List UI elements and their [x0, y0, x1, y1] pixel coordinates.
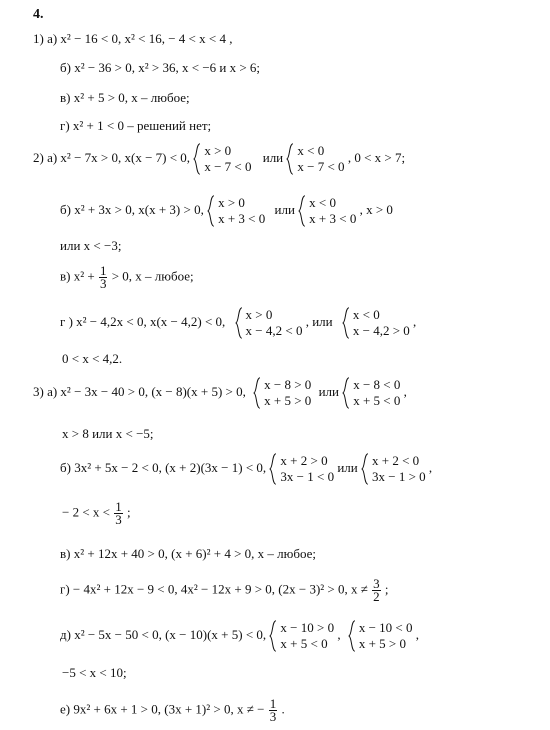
text: или	[337, 459, 358, 475]
line-2b	[60, 195, 393, 227]
text: − 2 < x <	[62, 504, 110, 520]
text: ,	[413, 313, 417, 329]
brace-icon	[193, 143, 201, 175]
text: г) − 4x² + 12x − 9 < 0, 4x² − 12x + 9 > 0, (2x − 3)² > 0, x ≠	[60, 581, 368, 597]
system-8	[342, 377, 400, 409]
text: , 0 < x > 7;	[347, 149, 406, 165]
text: ,	[428, 459, 433, 475]
system-row: 3x − 1 < 0	[280, 469, 335, 484]
text: ,	[403, 383, 407, 399]
system-row: x + 5 > 0	[264, 393, 312, 408]
line-3a-cont: x > 8 или x < −5;	[62, 426, 154, 441]
brace-icon	[286, 143, 294, 175]
text: или	[318, 383, 339, 399]
system-row: x − 7 < 0	[297, 159, 345, 174]
text: д) x² − 5x − 50 < 0, (x − 10)(x + 5) < 0,	[60, 626, 267, 642]
system-5	[235, 307, 303, 339]
line-3e	[60, 620, 419, 652]
text: е) 9x² + 6x + 1 > 0, (3x + 1)² > 0, x ≠ −	[60, 701, 265, 717]
system-10	[361, 453, 426, 485]
brace-icon	[253, 377, 261, 409]
text: или	[262, 149, 284, 165]
line-1c: в) x² + 5 > 0, x – любое;	[60, 90, 190, 105]
line-2a	[33, 143, 405, 175]
system-3	[207, 195, 265, 227]
text: г ) x² − 4,2x < 0, x(x − 4,2) < 0,	[60, 313, 226, 329]
system-11	[269, 620, 334, 652]
line-2c	[60, 265, 194, 290]
system-row: x + 3 < 0	[218, 211, 266, 226]
line-3d	[60, 578, 389, 603]
system-row: x − 10 < 0	[358, 620, 413, 635]
text: ;	[127, 504, 131, 520]
fraction: $\frac{1}{3}$	[269, 696, 277, 724]
system-row: x < 0	[352, 307, 380, 322]
text: , или	[305, 313, 333, 329]
line-3b-cont	[62, 501, 131, 526]
line-2b-cont: или x < −3;	[60, 238, 122, 253]
system-row: x − 8 < 0	[353, 377, 401, 392]
system-row: x < 0	[297, 143, 325, 158]
system-2	[286, 143, 344, 175]
system-4	[298, 195, 356, 227]
text: в) x² +	[60, 268, 95, 284]
problem-number: 4.	[33, 7, 44, 22]
line-3f	[60, 698, 285, 723]
text: > 0, x – любое;	[111, 268, 194, 284]
system-row: x > 0	[218, 195, 245, 210]
fraction: $\frac{1}{3}$	[115, 499, 122, 527]
brace-icon	[348, 620, 356, 652]
line-3a	[33, 377, 407, 409]
system-row: x > 0	[245, 307, 273, 322]
system-row: x − 4,2 < 0	[245, 323, 303, 338]
line-2d-cont: 0 < x < 4,2.	[62, 351, 123, 366]
system-row: x + 5 < 0	[353, 393, 401, 408]
text: 2) а) x² − 7x > 0, x(x − 7) < 0,	[33, 149, 191, 165]
fraction: $\frac{3}{2}$	[373, 576, 380, 604]
brace-icon	[207, 195, 215, 227]
text: ;	[384, 581, 389, 597]
brace-icon	[269, 453, 277, 485]
system-row: x + 3 < 0	[309, 211, 357, 226]
system-row: x − 4,2 > 0	[352, 323, 410, 338]
system-row: 3x − 1 > 0	[371, 469, 426, 484]
system-7	[253, 377, 311, 409]
line-3b	[60, 453, 432, 485]
line-1d: г) x² + 1 < 0 – решений нет;	[60, 118, 212, 133]
brace-icon	[361, 453, 369, 485]
system-6	[342, 307, 410, 339]
text: 3) а) x² − 3x − 40 > 0, (x − 8)(x + 5) > 0,	[33, 383, 246, 399]
system-row: x < 0	[309, 195, 336, 210]
brace-icon	[342, 377, 350, 409]
text: ,	[415, 626, 419, 642]
line-2d	[60, 307, 416, 339]
brace-icon	[269, 620, 277, 652]
system-1	[193, 143, 251, 175]
text: б) 3x² + 5x − 2 < 0, (x + 2)(3x − 1) < 0,	[60, 459, 267, 475]
brace-icon	[298, 195, 306, 227]
system-9	[269, 453, 334, 485]
brace-icon	[342, 307, 350, 339]
line-1b: б) x² − 36 > 0, x² > 36, x < −6 и x > 6;	[60, 60, 261, 75]
system-row: x + 2 > 0	[280, 453, 328, 468]
system-row: x − 7 < 0	[204, 159, 252, 174]
system-row: x > 0	[204, 143, 232, 158]
line-1a: 1) а) x² − 16 < 0, x² < 16, − 4 < x < 4 ,	[33, 31, 233, 46]
system-row: x + 2 < 0	[371, 453, 420, 468]
system-row: x − 8 > 0	[264, 377, 312, 392]
line-3e-cont: −5 < x < 10;	[62, 665, 127, 680]
text: ,	[337, 626, 341, 642]
brace-icon	[235, 307, 243, 339]
text: или	[274, 201, 295, 217]
system-12	[348, 620, 413, 652]
text: , x > 0	[359, 201, 393, 217]
fraction: $\frac{1}{3}$	[99, 263, 107, 291]
text: б) x² + 3x > 0, x(x + 3) > 0,	[60, 201, 204, 217]
system-row: x + 5 > 0	[358, 636, 406, 651]
system-row: x + 5 < 0	[280, 636, 328, 651]
text: .	[281, 701, 285, 717]
system-row: x − 10 > 0	[280, 620, 335, 635]
line-3c: в) x² + 12x + 40 > 0, (x + 6)² + 4 > 0, x – любое;	[60, 546, 317, 561]
